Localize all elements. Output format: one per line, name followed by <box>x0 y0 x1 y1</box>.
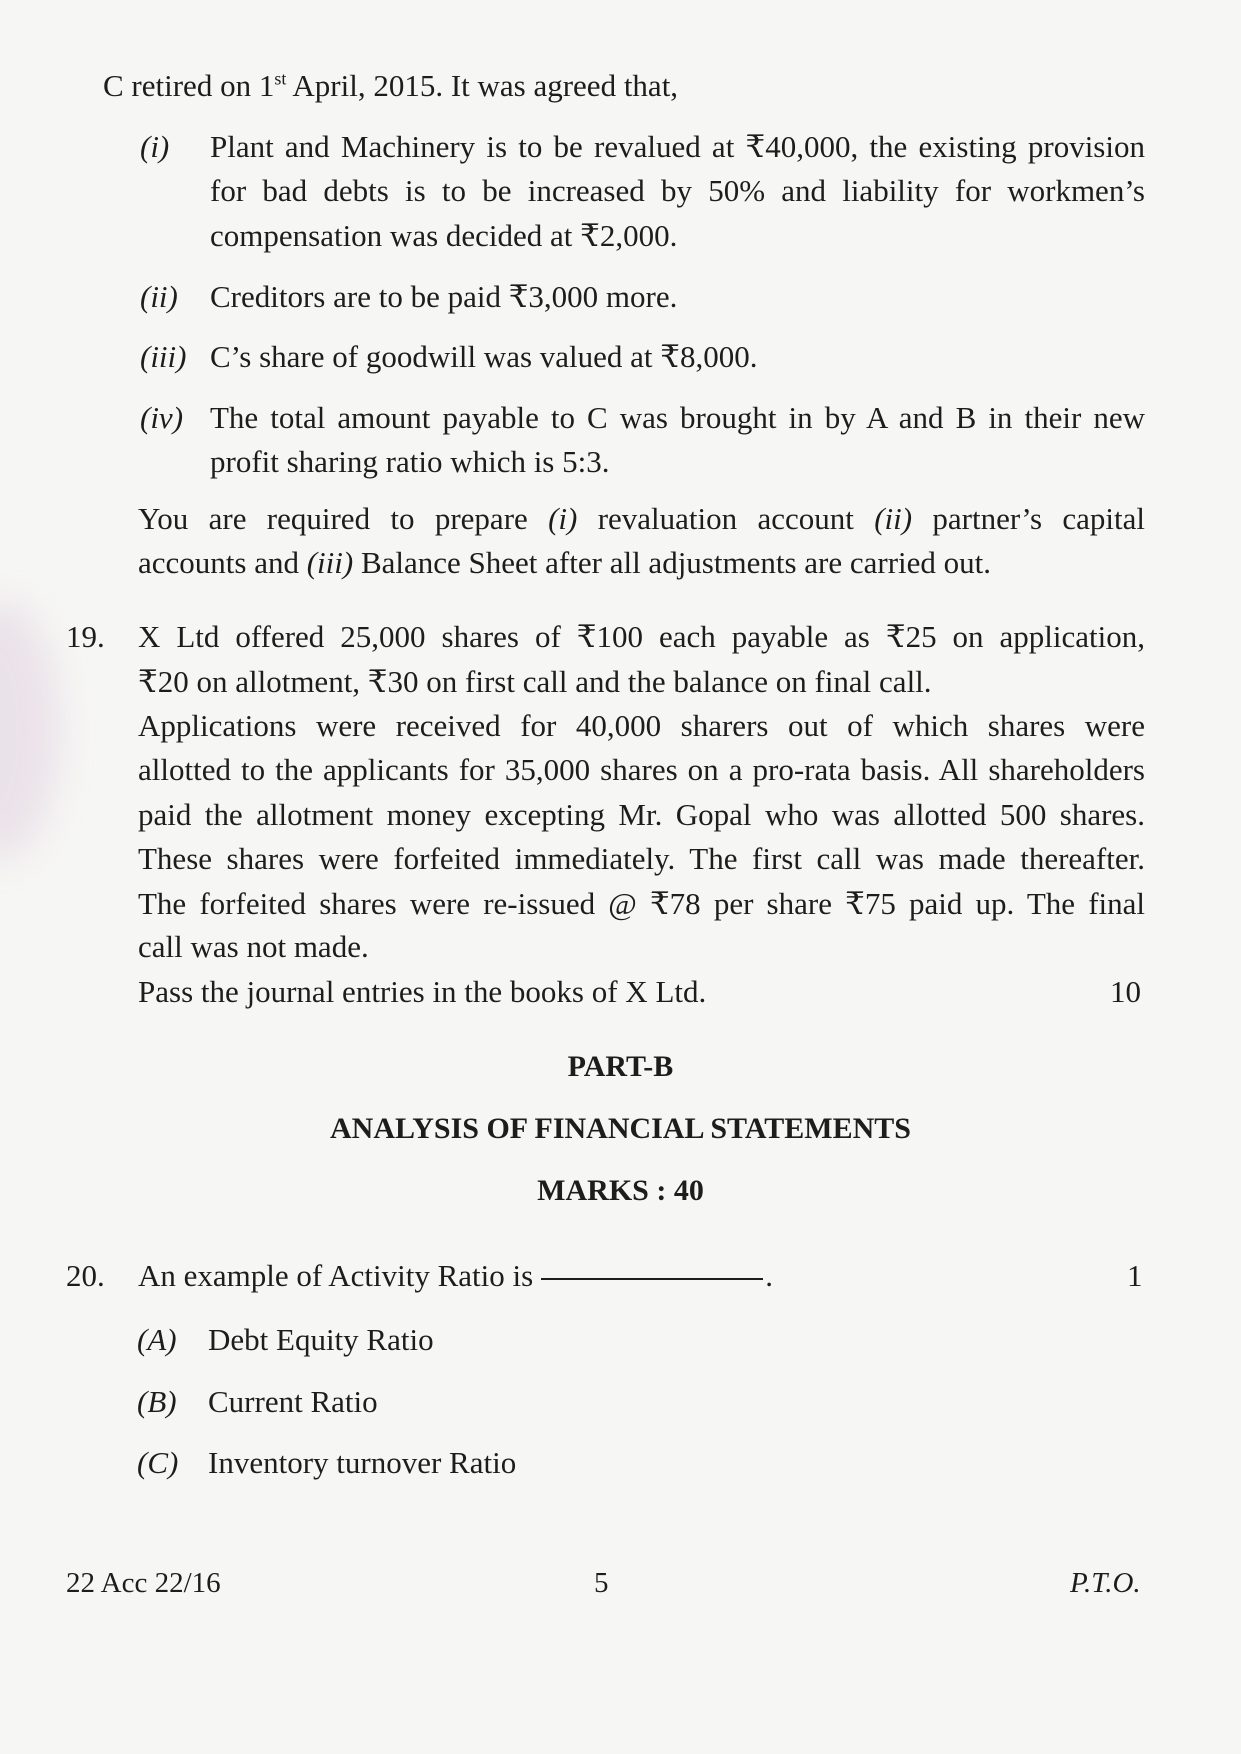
q19-line6: These shares were forfeited immediately. The first call was made thereafter. <box>138 841 1145 876</box>
q19-line2: ₹20 on allotment, ₹30 on first call and the balance on final call. <box>138 664 932 699</box>
q20-option-a-label: (A) <box>137 1322 177 1357</box>
q19-line3: Applications were received for 40,000 sharers out of which shares were <box>138 708 1145 743</box>
q19-line8: call was not made. <box>138 929 369 964</box>
q18-requirement-line1: You are required to prepare (i) revaluation account (ii) partner’s capital <box>138 501 1145 536</box>
q20-option-b-label: (B) <box>137 1384 177 1419</box>
q18-item-ii-number: (ii) <box>140 279 178 314</box>
q18-item-iii-number: (iii) <box>140 339 187 374</box>
q18-item-i-number: (i) <box>140 129 170 164</box>
q18-item-ii-line1: Creditors are to be paid ₹3,000 more. <box>210 279 678 314</box>
q20-option-b-text: Current Ratio <box>208 1384 378 1419</box>
q18-item-i-line1: Plant and Machinery is to be revalued at ₹40,000, the existing provision <box>210 129 1145 164</box>
q19-line4: allotted to the applicants for 35,000 shares on a pro-rata basis. All shareholders <box>138 752 1145 787</box>
q19-line5: paid the allotment money excepting Mr. Gopal who was allotted 500 shares. <box>138 797 1145 832</box>
q19-line7: The forfeited shares were re-issued @ ₹78 per share ₹75 paid up. The final <box>138 886 1145 921</box>
q20-number: 20. <box>66 1258 105 1293</box>
q20-question: An example of Activity Ratio is . <box>138 1258 773 1293</box>
q18-item-iv-number: (iv) <box>140 400 184 435</box>
q20-marks: 1 <box>1127 1258 1143 1293</box>
q18-item-i-line3: compensation was decided at ₹2,000. <box>210 218 678 253</box>
footer-pto: P.T.O. <box>1070 1567 1141 1599</box>
q20-answer-blank <box>541 1278 763 1280</box>
part-b-heading: PART-B <box>567 1050 674 1083</box>
footer-code: 22 Acc 22/16 <box>66 1567 221 1599</box>
q18-intro: C retired on 1st April, 2015. It was agreed that, <box>103 68 679 103</box>
footer-page-number: 5 <box>594 1567 609 1599</box>
q18-item-i-line2: for bad debts is to be increased by 50% and liability for workmen’s <box>210 173 1145 208</box>
paper-smudge <box>0 600 60 860</box>
part-b-subheading: ANALYSIS OF FINANCIAL STATEMENTS <box>330 1112 911 1145</box>
q18-requirement-line2: accounts and (iii) Balance Sheet after all adjustments are carried out. <box>138 545 992 580</box>
q19-number: 19. <box>66 619 105 654</box>
q18-item-iv-line1: The total amount payable to C was brought in by A and B in their new <box>210 400 1145 435</box>
q20-option-a-text: Debt Equity Ratio <box>208 1322 434 1357</box>
q20-option-c-text: Inventory turnover Ratio <box>208 1445 517 1480</box>
part-b-marks: MARKS : 40 <box>537 1174 704 1207</box>
q18-item-iv-line2: profit sharing ratio which is 5:3. <box>210 444 610 479</box>
q19-line1: X Ltd offered 25,000 shares of ₹100 each payable as ₹25 on application, <box>138 619 1145 654</box>
q18-item-iii-line1: C’s share of goodwill was valued at ₹8,000. <box>210 339 758 374</box>
q19-marks: 10 <box>1110 974 1141 1009</box>
q20-option-c-label: (C) <box>137 1445 179 1480</box>
q19-line9: Pass the journal entries in the books of X Ltd. <box>138 974 707 1009</box>
